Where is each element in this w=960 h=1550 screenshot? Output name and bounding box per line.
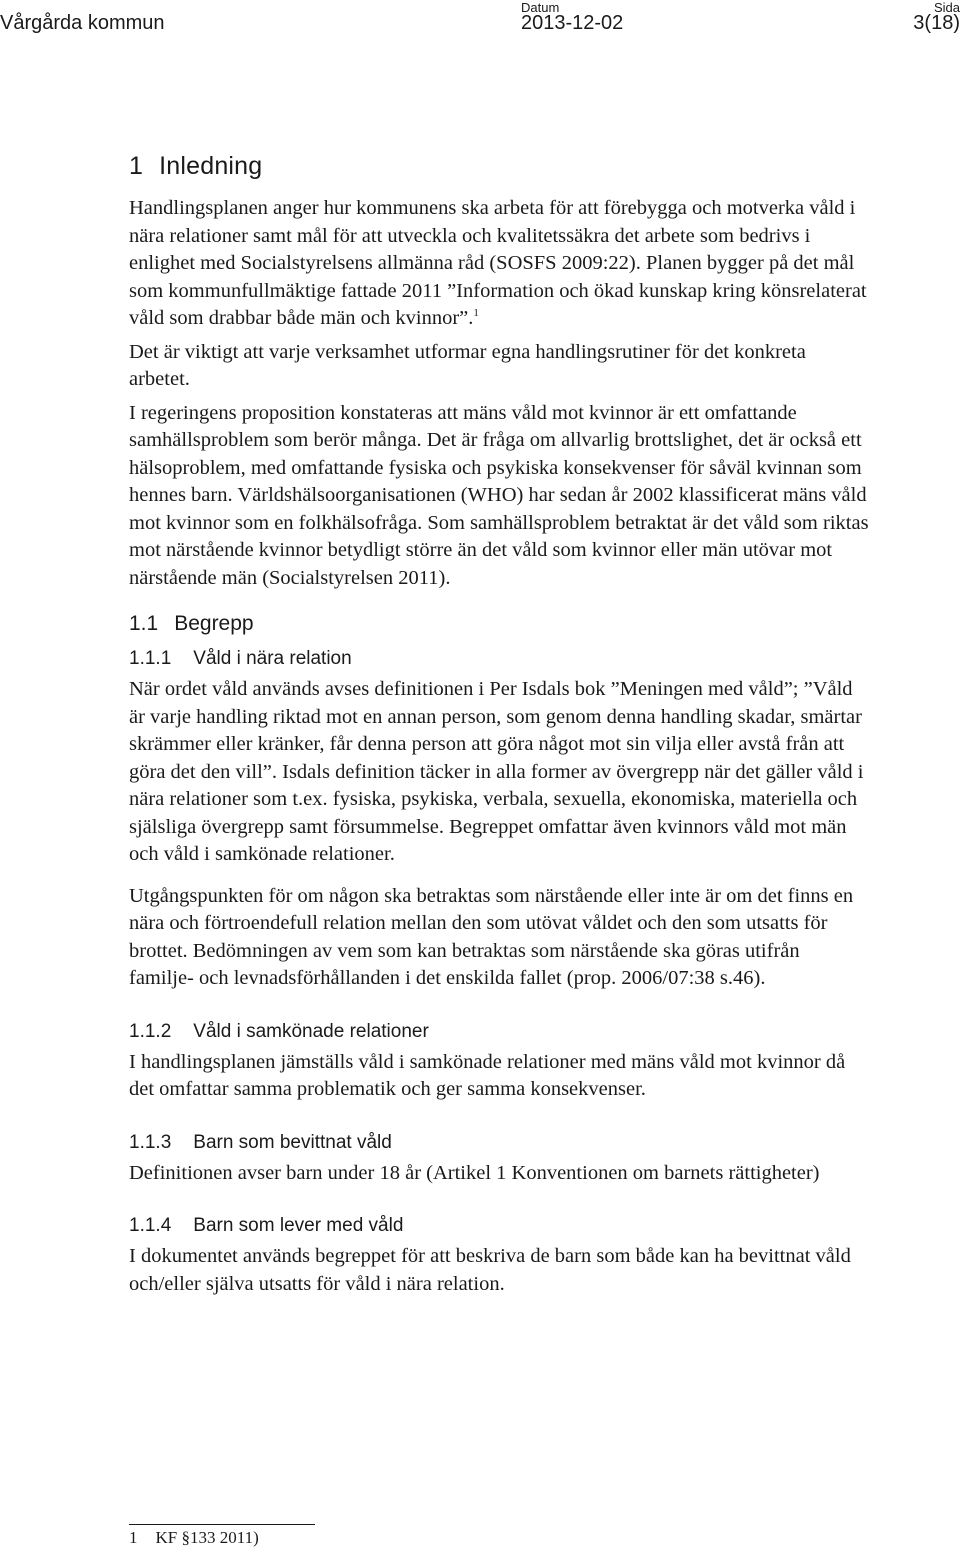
section-heading-1-1 [129, 612, 869, 636]
section-title: Barn som bevittnat våld [193, 1131, 392, 1153]
paragraph: I regeringens proposition konstateras att mäns våld mot kvinnor är ett omfattande samhällsproblem som berör många. Det är fråga om allvarlig brottslighet, det är också ett hälsoproblem, med omfattande fysiska och psykiska konsekvenser för såväl kvinnan som hennes barn. Världshälsoorganisationen (WHO) har sedan år 2002 klassificerat mäns våld mot kvinnor som en folkhälsofråga. Som samhällsproblem betraktat är det våld som riktas mot närstående kvinnor betydligt större än det våld som kvinnor eller män utövar mot närstående män (Socialstyrelsen 2011). [129, 401, 869, 589]
footnote-number: 1 [129, 1528, 138, 1547]
section-heading-1-1-3 [129, 1132, 869, 1154]
section-heading-1-1-1 [129, 648, 869, 670]
section-title: Barn som lever med våld [193, 1215, 404, 1236]
paragraph: I handlingsplanen jämställs våld i samkönade relationer med mäns våld mot kvinnor då det omfattar samma problematik och ger samma konsekvenser. [129, 1050, 846, 1100]
document-body [129, 152, 869, 1298]
section-number: 1.1.3 [129, 1131, 172, 1153]
section-number: 1.1.1 [129, 648, 172, 669]
section-number: 1.1.2 [129, 1020, 172, 1042]
section-title: Våld i samkönade relationer [193, 1020, 429, 1042]
section-title: Inledning [159, 152, 263, 180]
date-label: Datum [521, 0, 560, 15]
paragraph-text: Handlingsplanen anger hur kommunens ska arbeta för att förebygga och motverka våld i nära relationer samt mål för att utveckla och kvalitetssäkra det arbete som bedrivs i enlighet med Socialstyrelsens allmänna råd (SOSFS 2009:22). Planen bygger på det mål som kommunfullmäktige fattade 2011 ”Information och ökad kunskap kring könsrelaterat våld som drabbar både män och kvinnor”. [129, 197, 867, 329]
page-number: 3(18) [913, 12, 960, 34]
page-header [0, 0, 960, 50]
footnote-reference[interactable]: 1 [473, 307, 479, 320]
paragraph: Definitionen avser barn under 18 år (Artikel 1 Konventionen om barnets rättigheter) [129, 1161, 820, 1184]
paragraph: Det är viktigt att varje verksamhet utformar egna handlingsrutiner för det konkreta arbetet. [129, 340, 806, 390]
footnote-text: KF §133 2011) [155, 1528, 259, 1547]
organization-name: Vårgårda kommun [0, 12, 165, 34]
document-date: 2013-12-02 [521, 12, 624, 34]
section-title: Våld i nära relation [193, 648, 352, 669]
footnote [129, 1528, 259, 1548]
paragraph: I dokumentet används begreppet för att beskriva de barn som både kan ha bevittnat våld och/eller själva utsatts för våld i nära relation. [129, 1245, 851, 1295]
paragraph [129, 195, 869, 333]
section-heading-1-1-2 [129, 1021, 869, 1043]
paragraph: Utgångspunkten för om någon ska betraktas som närstående eller inte är om det finns en nära och förtroendefull relation mellan den som utövat våldet och den som utsatts för brottet. Bedömningen av vem som kan betraktas som närstående ska göras utifrån familje- och levnadsförhållanden i det enskilda fallet (prop. 2006/07:38 s.46). [129, 884, 854, 989]
section-number: 1.1.4 [129, 1215, 172, 1236]
section-heading-1 [129, 152, 869, 181]
page-label: Sida [933, 0, 960, 15]
section-number: 1 [129, 152, 144, 180]
section-number: 1.1 [129, 612, 159, 635]
paragraph: När ordet våld används avses definitionen i Per Isdals bok ”Meningen med våld”; ”Våld är varje handling riktad mot en annan person, som genom denna handling skadar, smärtar skrämmer eller kränker, får denna person att göra något mot sin vilja eller avstå från att göra det den vill”. Isdals definition täcker in alla former av övergrepp när det gäller våld i nära relationer som t.ex. fysiska, psykiska, verbala, sexuella, ekonomiska, materiella och själsliga övergrepp samt försummelse. Begreppet omfattar även kvinnors våld mot män och våld i samkönade relationer. [129, 678, 864, 865]
section-heading-1-1-4 [129, 1215, 869, 1237]
section-title: Begrepp [174, 612, 254, 635]
footnote-separator [129, 1524, 315, 1525]
